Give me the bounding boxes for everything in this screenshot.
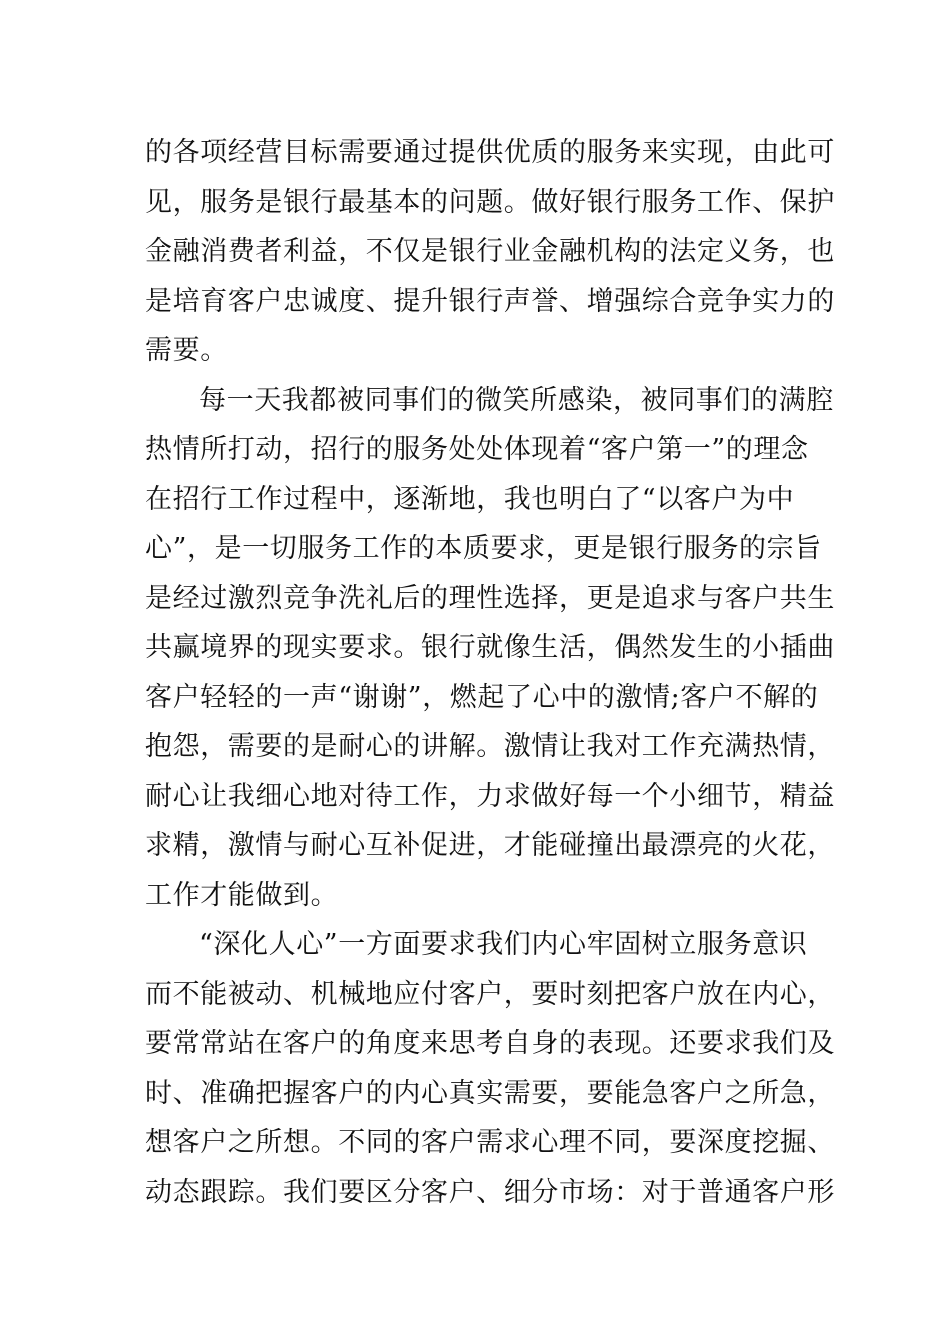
paragraph	[145, 376, 835, 921]
paragraph	[145, 128, 835, 376]
text-line: 时、准确把握客户的内心真实需要，要能急客户之所急，	[145, 1077, 835, 1109]
text-line: 心”，是一切服务工作的本质要求，更是银行服务的宗旨	[145, 533, 822, 564]
text-line: 耐心让我细心地对待工作，力求做好每一个小细节，精益	[145, 780, 835, 812]
text-line: 想客户之所想。不同的客户需求心理不同，要深度挖掘、	[145, 1127, 835, 1158]
text-line: 要常常站在客户的角度来思考自身的表现。还要求我们及	[145, 1028, 835, 1059]
text-line: 客户轻轻的一声“谢谢”，燃起了心中的激情;客户不解的	[145, 681, 819, 713]
text-line: 是经过激烈竞争洗礼后的理性选择，更是追求与客户共生	[145, 582, 835, 614]
text-line: 是培育客户忠诚度、提升银行声誉、增强综合竞争实力的	[145, 285, 835, 317]
text-line: 的各项经营目标需要通过提供优质的服务来实现，由此可	[145, 137, 835, 168]
text-line: 每一天我都被同事们的微笑所感染，被同事们的满腔	[199, 384, 834, 416]
text-line: 热情所打动，招行的服务处处体现着“客户第一”的理念	[145, 434, 809, 465]
text-line: 见，服务是银行最基本的问题。做好银行服务工作、保护	[145, 186, 835, 218]
text-line: 动态跟踪。我们要区分客户、细分市场：对于普通客户形	[145, 1176, 835, 1208]
text-line: 工作才能做到。	[145, 879, 339, 911]
document-body	[145, 128, 835, 1217]
text-line: 需要。	[145, 335, 228, 366]
text-line: 共赢境界的现实要求。银行就像生活，偶然发生的小插曲	[145, 632, 835, 663]
text-line: 在招行工作过程中，逐渐地，我也明白了“以客户为中	[145, 483, 795, 515]
paragraph	[145, 920, 835, 1217]
text-line: 抱怨，需要的是耐心的讲解。激情让我对工作充满热情，	[145, 731, 835, 762]
text-line: 求精，激情与耐心互补促进，才能碰撞出最漂亮的火花，	[145, 830, 835, 861]
text-line: 金融消费者利益，不仅是银行业金融机构的法定义务，也	[145, 236, 835, 267]
text-line: “深化人心”一方面要求我们内心牢固树立服务意识	[199, 929, 808, 960]
text-line: 而不能被动、机械地应付客户，要时刻把客户放在内心，	[145, 978, 835, 1010]
